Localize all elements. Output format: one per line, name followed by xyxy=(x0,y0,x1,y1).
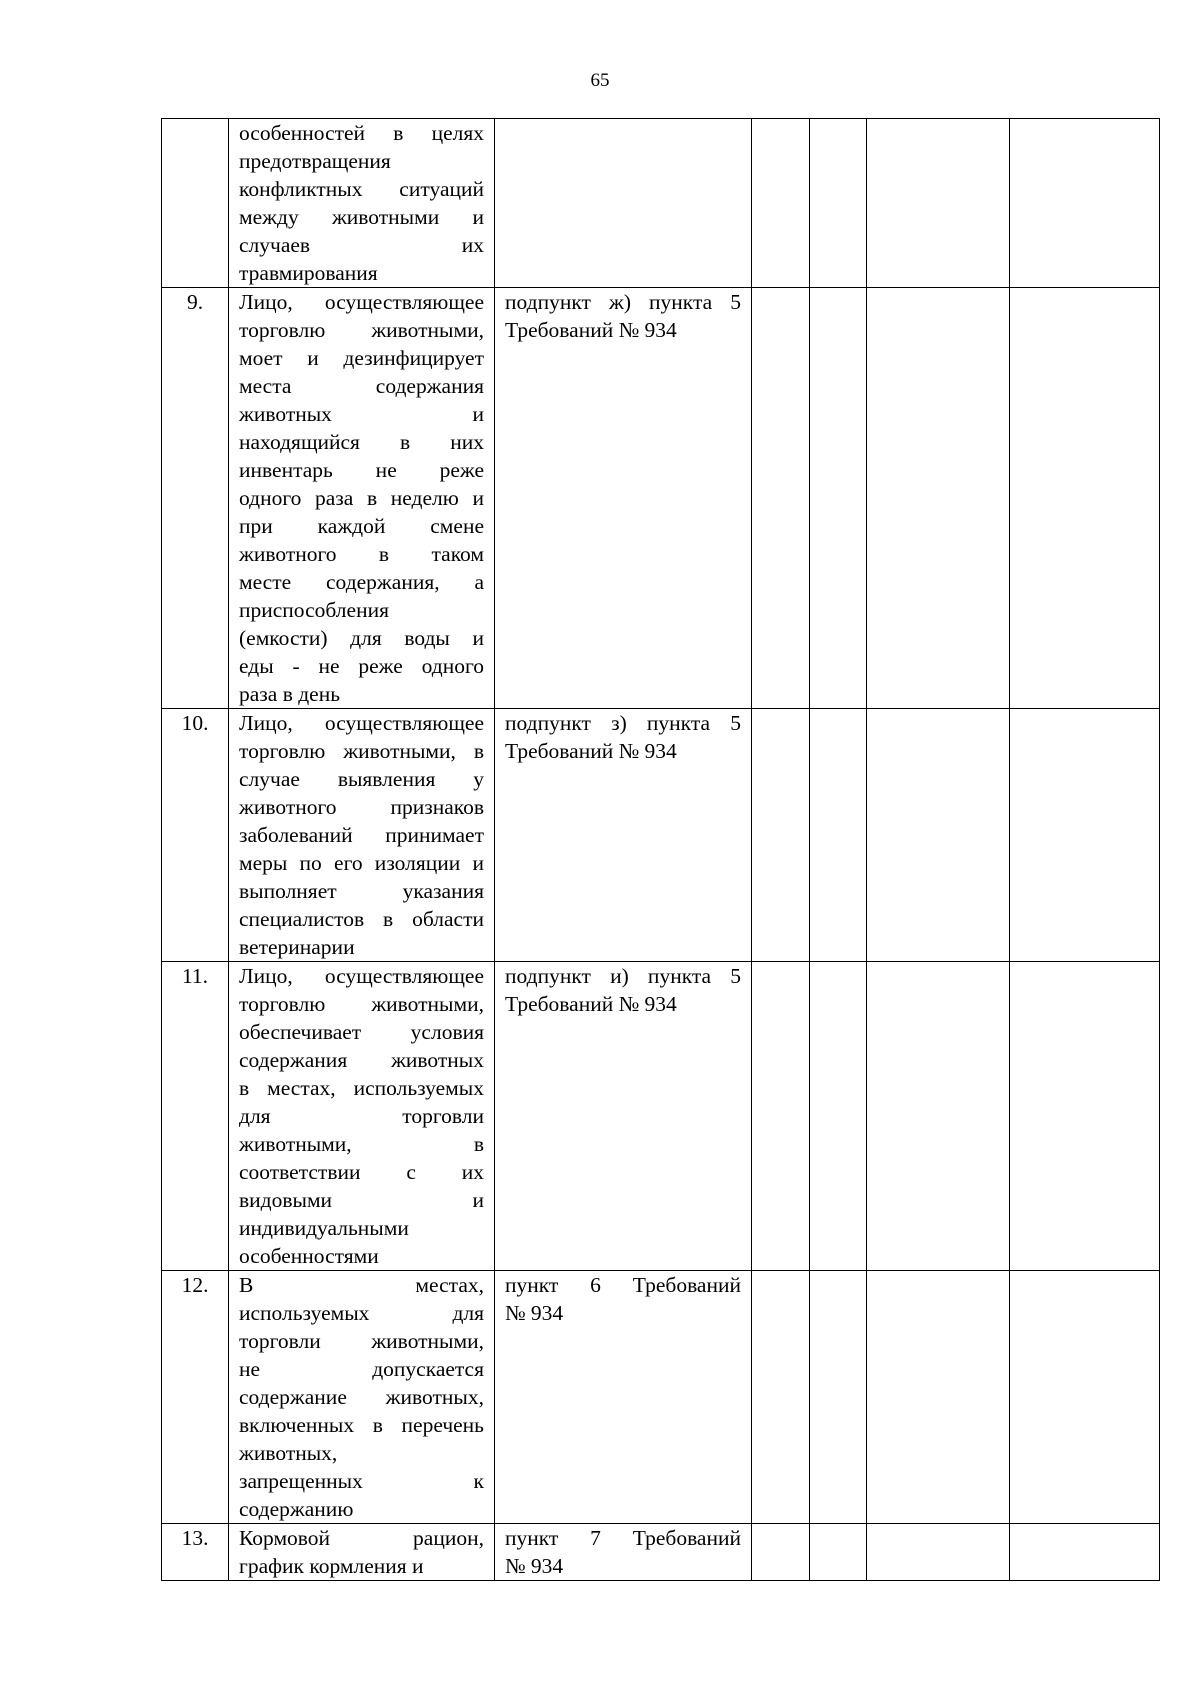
requirement-text xyxy=(229,1271,495,1524)
note-cell xyxy=(1010,1271,1160,1524)
text-line: Требований № 934 xyxy=(505,992,677,1016)
text-line: № 934 xyxy=(505,1301,564,1325)
table-row xyxy=(162,119,1160,288)
checklist-table xyxy=(161,118,1160,1581)
answer-yes-cell xyxy=(752,119,810,288)
text-line: при каждой смене xyxy=(239,514,484,538)
requirement-text xyxy=(229,119,495,288)
legal-reference xyxy=(495,1524,752,1581)
answer-yes-cell xyxy=(752,288,810,709)
text-line: Лицо, осуществляющее xyxy=(239,964,484,988)
row-number: 9. xyxy=(162,288,229,709)
note-cell xyxy=(1010,1524,1160,1581)
text-line: подпункт з) пункта 5 xyxy=(505,711,741,735)
text-line: содержания животных xyxy=(239,1048,484,1072)
text-line: между животными и xyxy=(239,205,484,229)
table-row xyxy=(162,288,1160,709)
text-line: особенностей в целях xyxy=(239,121,484,145)
legal-reference xyxy=(495,288,752,709)
answer-yes-cell xyxy=(752,1524,810,1581)
requirement-text xyxy=(229,288,495,709)
text-line: торговли животными, xyxy=(239,1329,484,1353)
text-line: предотвращения xyxy=(239,149,391,173)
text-line: подпункт ж) пункта 5 xyxy=(505,290,741,314)
text-line: пункт 6 Требований xyxy=(505,1273,741,1297)
text-line: специалистов в области xyxy=(239,907,484,931)
not-applicable-cell xyxy=(867,1271,1010,1524)
text-line: выполняет указания xyxy=(239,879,484,903)
not-applicable-cell xyxy=(867,119,1010,288)
text-line: моет и дезинфицирует xyxy=(239,346,484,370)
requirement-text xyxy=(229,709,495,962)
text-line: места содержания xyxy=(239,374,484,398)
table-row xyxy=(162,709,1160,962)
answer-no-cell xyxy=(810,1271,867,1524)
text-line: содержание животных, xyxy=(239,1385,484,1409)
answer-no-cell xyxy=(810,119,867,288)
requirement-text xyxy=(229,1524,495,1581)
text-line: используемых для xyxy=(239,1301,484,1325)
answer-yes-cell xyxy=(752,962,810,1271)
text-line: содержанию xyxy=(239,1497,354,1521)
note-cell xyxy=(1010,119,1160,288)
text-line: меры по его изоляции и xyxy=(239,851,484,875)
text-line: заболеваний принимает xyxy=(239,823,484,847)
text-line: торговлю животными, xyxy=(239,318,484,342)
text-line: случае выявления у xyxy=(239,767,484,791)
row-number: 12. xyxy=(162,1271,229,1524)
text-line: Лицо, осуществляющее xyxy=(239,711,484,735)
text-line: случаев их xyxy=(239,233,484,257)
answer-no-cell xyxy=(810,1524,867,1581)
text-line: (емкости) для воды и xyxy=(239,626,484,650)
page-number: 65 xyxy=(590,70,610,91)
row-number: 10. xyxy=(162,709,229,962)
text-line: в местах, используемых xyxy=(239,1076,484,1100)
text-line: животного в таком xyxy=(239,542,484,566)
not-applicable-cell xyxy=(867,1524,1010,1581)
table-row xyxy=(162,1524,1160,1581)
legal-reference xyxy=(495,962,752,1271)
text-line: для торговли xyxy=(239,1104,484,1128)
text-line: график кормления и xyxy=(239,1554,424,1578)
legal-reference xyxy=(495,1271,752,1524)
text-line: одного раза в неделю и xyxy=(239,486,484,510)
answer-no-cell xyxy=(810,962,867,1271)
text-line: торговлю животными, в xyxy=(239,739,484,763)
text-line: подпункт и) пункта 5 xyxy=(505,964,741,988)
text-line: животных, xyxy=(239,1441,338,1465)
row-number: 11. xyxy=(162,962,229,1271)
text-line: видовыми и xyxy=(239,1188,484,1212)
text-line: животными, в xyxy=(239,1132,484,1156)
not-applicable-cell xyxy=(867,288,1010,709)
table-body xyxy=(162,119,1160,1581)
text-line: месте содержания, а xyxy=(239,570,484,594)
text-line: находящийся в них xyxy=(239,430,484,454)
text-line: обеспечивает условия xyxy=(239,1020,484,1044)
text-line: Лицо, осуществляющее xyxy=(239,290,484,314)
table-row xyxy=(162,962,1160,1271)
text-line: конфликтных ситуаций xyxy=(239,177,484,201)
text-line: особенностями xyxy=(239,1244,379,1268)
text-line: травмирования xyxy=(239,261,378,285)
text-line: В местах, xyxy=(239,1273,484,1297)
answer-yes-cell xyxy=(752,709,810,962)
text-line: Требований № 934 xyxy=(505,318,677,342)
text-line: не допускается xyxy=(239,1357,484,1381)
text-line: соответствии с их xyxy=(239,1160,484,1184)
text-line: Требований № 934 xyxy=(505,739,677,763)
text-line: пункт 7 Требований xyxy=(505,1526,741,1550)
row-number: 13. xyxy=(162,1524,229,1581)
note-cell xyxy=(1010,288,1160,709)
not-applicable-cell xyxy=(867,709,1010,962)
text-line: животных и xyxy=(239,402,484,426)
text-line: еды - не реже одного xyxy=(239,654,484,678)
text-line: торговлю животными, xyxy=(239,992,484,1016)
answer-no-cell xyxy=(810,288,867,709)
text-line: приспособления xyxy=(239,598,389,622)
text-line: запрещенных к xyxy=(239,1469,484,1493)
note-cell xyxy=(1010,962,1160,1271)
legal-reference xyxy=(495,709,752,962)
not-applicable-cell xyxy=(867,962,1010,1271)
text-line: индивидуальными xyxy=(239,1216,409,1240)
requirement-text xyxy=(229,962,495,1271)
note-cell xyxy=(1010,709,1160,962)
row-number xyxy=(162,119,229,288)
legal-reference xyxy=(495,119,752,288)
text-line: включенных в перечень xyxy=(239,1413,484,1437)
text-line: инвентарь не реже xyxy=(239,458,484,482)
table-row xyxy=(162,1271,1160,1524)
text-line: раза в день xyxy=(239,682,341,706)
text-line: Кормовой рацион, xyxy=(239,1526,484,1550)
answer-yes-cell xyxy=(752,1271,810,1524)
answer-no-cell xyxy=(810,709,867,962)
text-line: ветеринарии xyxy=(239,935,355,959)
text-line: № 934 xyxy=(505,1554,564,1578)
text-line: животного признаков xyxy=(239,795,484,819)
